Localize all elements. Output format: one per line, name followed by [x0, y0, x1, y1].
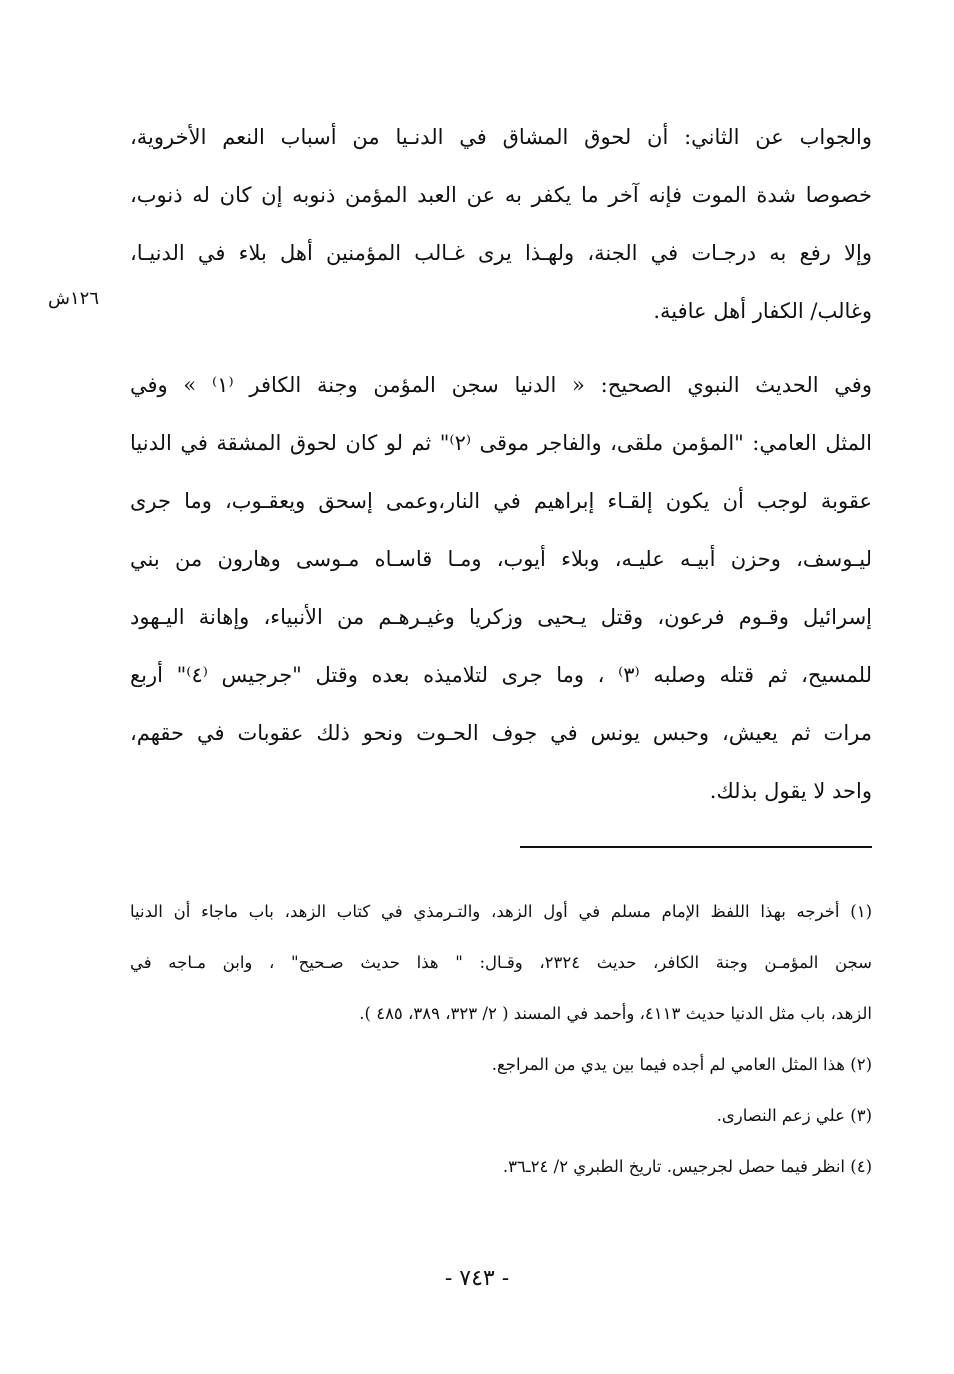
footnote-line: سجن المؤمـن وجنة الكافر، حديث ٢٣٢٤، وقـال: " هذا حديث صـحيح" ، وابن مـاجه في: [130, 953, 872, 972]
footnote-line: (١) أخرجه بهذا اللفظ الإمام مسلم في أول الزهد، والتـرمذي في كتاب الزهد، باب ماجاء أن الدنيا: [130, 902, 872, 921]
paragraph: [130, 356, 872, 820]
margin-folio-note: ١٢٦ش: [48, 288, 99, 309]
text-line: عقوبة لوجب أن يكون إلقـاء إبراهيم في النار،وعمى إسحق ويعقـوب، وما جرى: [130, 489, 872, 513]
text-line: وفي الحديث النبوي الصحيح: « الدنيا سجن المؤمن وجنة الكافر ⁽١⁾ » وفي: [130, 373, 872, 397]
text-line: وإلا رفع به درجـات في الجنة، ولهـذا يرى غـالب المؤمنين أهل بلاء في الدنيـا،: [130, 241, 872, 265]
page-number: - ٧٤٣ -: [444, 1266, 510, 1291]
footnote-line: (٣) علي زعم النصارى.: [716, 1106, 872, 1125]
footnotes: [130, 886, 872, 1192]
paragraph: [130, 108, 872, 340]
footnote-separator: [520, 846, 872, 848]
text-line: إسرائيل وقـوم فرعون، وقتل يـحيى وزكريا وغيـرهـم من الأنبياء، وإهانة اليـهود: [130, 605, 872, 629]
text-line: خصوصا شدة الموت فإنه آخر ما يكفر به عن العبد المؤمن ذنوبه إن كان له ذنوب،: [130, 183, 872, 207]
text-line: ليـوسف، وحزن أبيـه عليـه، وبلاء أيوب، ومـا قاسـاه مـوسى وهارون من بني: [130, 547, 872, 571]
footnote-3: [130, 1090, 872, 1141]
text-line: والجواب عن الثاني: أن لحوق المشاق في الدنـيا من أسباب النعم الأخروية،: [130, 125, 872, 149]
text-line: المثل العامي: "المؤمن ملقى، والفاجر موقى ⁽٢⁾" ثم لو كان لحوق المشقة في الدنيا: [130, 431, 872, 455]
footnote-4: [130, 1141, 872, 1192]
footnote-2: [130, 1039, 872, 1090]
main-text: [130, 108, 872, 820]
text-line: واحد لا يقول بذلك.: [709, 779, 872, 803]
footnote-line: الزهد، باب مثل الدنيا حديث ٤١١٣، وأحمد في المسند ( ٢/ ٣٢٣، ٣٨٩، ٤٨٥ ).: [359, 1004, 872, 1023]
text-line: للمسيح، ثم قتله وصلبه ⁽٣⁾ ، وما جرى لتلاميذه بعده وقتل "جرجيس ⁽٤⁾" أربع: [130, 663, 872, 687]
text-line: مرات ثم يعيش، وحبس يونس في جوف الحـوت ونحو ذلك عقوبات في حقهم،: [130, 721, 872, 745]
footnote-line: (٢) هذا المثل العامي لم أجده فيما بين يدي من المراجع.: [491, 1055, 872, 1074]
footnote-line: (٤) انظر فيما حصل لجرجيس. تاريخ الطبري ٢/ ٢٤ـ٣٦.: [502, 1157, 872, 1176]
footnote-1: [130, 886, 872, 1039]
paragraph-gap: [130, 340, 872, 356]
text-line: وغالب/ الكفار أهل عافية.: [653, 299, 872, 323]
